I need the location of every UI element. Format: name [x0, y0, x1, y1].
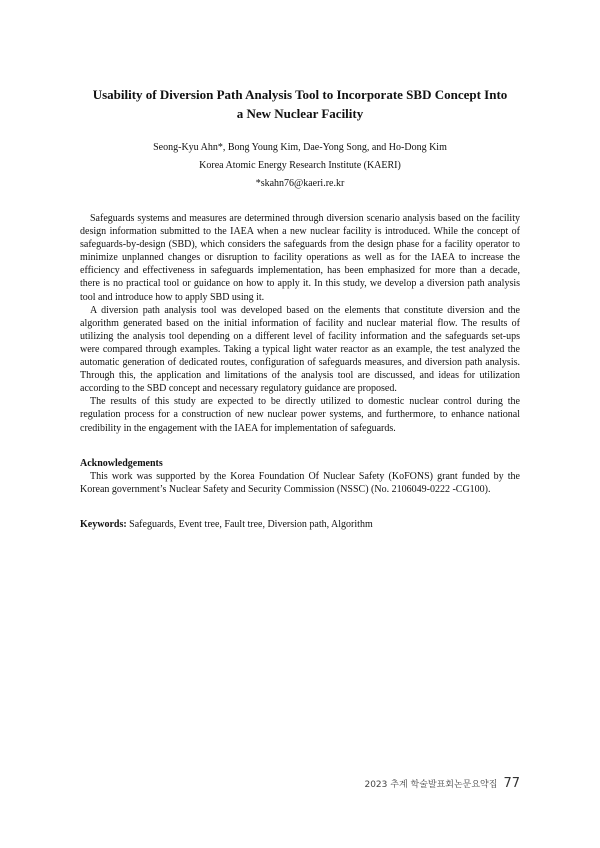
abstract-paragraph-2: A diversion path analysis tool was developed based on the elements that constitute diversion and the algorithm generated based on the initial information of facility and nuclear material flow. The results of utilizing the analysis tool depending on a different level of facility information and the safeguards set-ups were compared through examples. Taking a typical light water reactor as an example, the test analyzed the automatic generation of dedicated routes, configuration of safeguards measures, and diversion path analysis. Through this, the application and limitations of the analysis tool are discussed, and ideas for utilization according to the SBD concept and necessary regulatory guidance are proposed. [80, 304, 520, 395]
title-line-1: Usability of Diversion Path Analysis Tool to Incorporate SBD Concept Into [92, 87, 508, 102]
abstract-paragraph-1: Safeguards systems and measures are determined through diversion scenario analysis based on the facility design information submitted to the IAEA when a new nuclear facility is introduced. While the concept of safeguards-by-design (SBD), which considers the safeguards from the design phase for a facility operator to minimize unplanned changes or disruption to facility operations as well as for the IAEA to increase the efficiency and effectiveness in safeguards implementation, has been emphasized for more than a decade, there is no practical tool or guidance on how to apply it. In this study, we develop a diversion path analysis tool and introduce how to apply SBD using it. [80, 213, 520, 303]
journal-name: 2023 추계 학술발표회논문요약집 [364, 780, 498, 790]
acknowledgements-body: This work was supported by the Korea Foundation Of Nuclear Safety (KoFONS) grant funded by the Korean government’s Nuclear Safety and Security Commission (NSSC) (No. 2106049-0222 -CG100). [80, 471, 520, 496]
page-number: 77 [503, 776, 520, 791]
page-footer [364, 776, 520, 791]
keywords-list: Safeguards, Event tree, Fault tree, Diversion path, Algorithm [129, 519, 373, 530]
contact-email: *skahn76@kaeri.re.kr [255, 178, 345, 189]
keywords-label: Keywords: [80, 519, 127, 530]
keywords-section [80, 518, 520, 531]
acknowledgements-heading: Acknowledgements [80, 458, 163, 469]
author-list: Seong-Kyu Ahn*, Bong Young Kim, Dae-Yong Song, and Ho-Dong Kim [153, 142, 447, 153]
abstract-body [80, 212, 520, 435]
paper-title [60, 85, 540, 123]
title-line-2: a New Nuclear Facility [236, 106, 364, 121]
abstract-paragraph-3: The results of this study are expected to be directly utilized to domestic nuclear control during the regulation process for a construction of new nuclear power systems, and furthermore, to enhance national credibility in the engagement with the IAEA for implementation of safeguards. [80, 396, 520, 434]
affiliation: Korea Atomic Energy Research Institute (KAERI) [199, 160, 401, 171]
